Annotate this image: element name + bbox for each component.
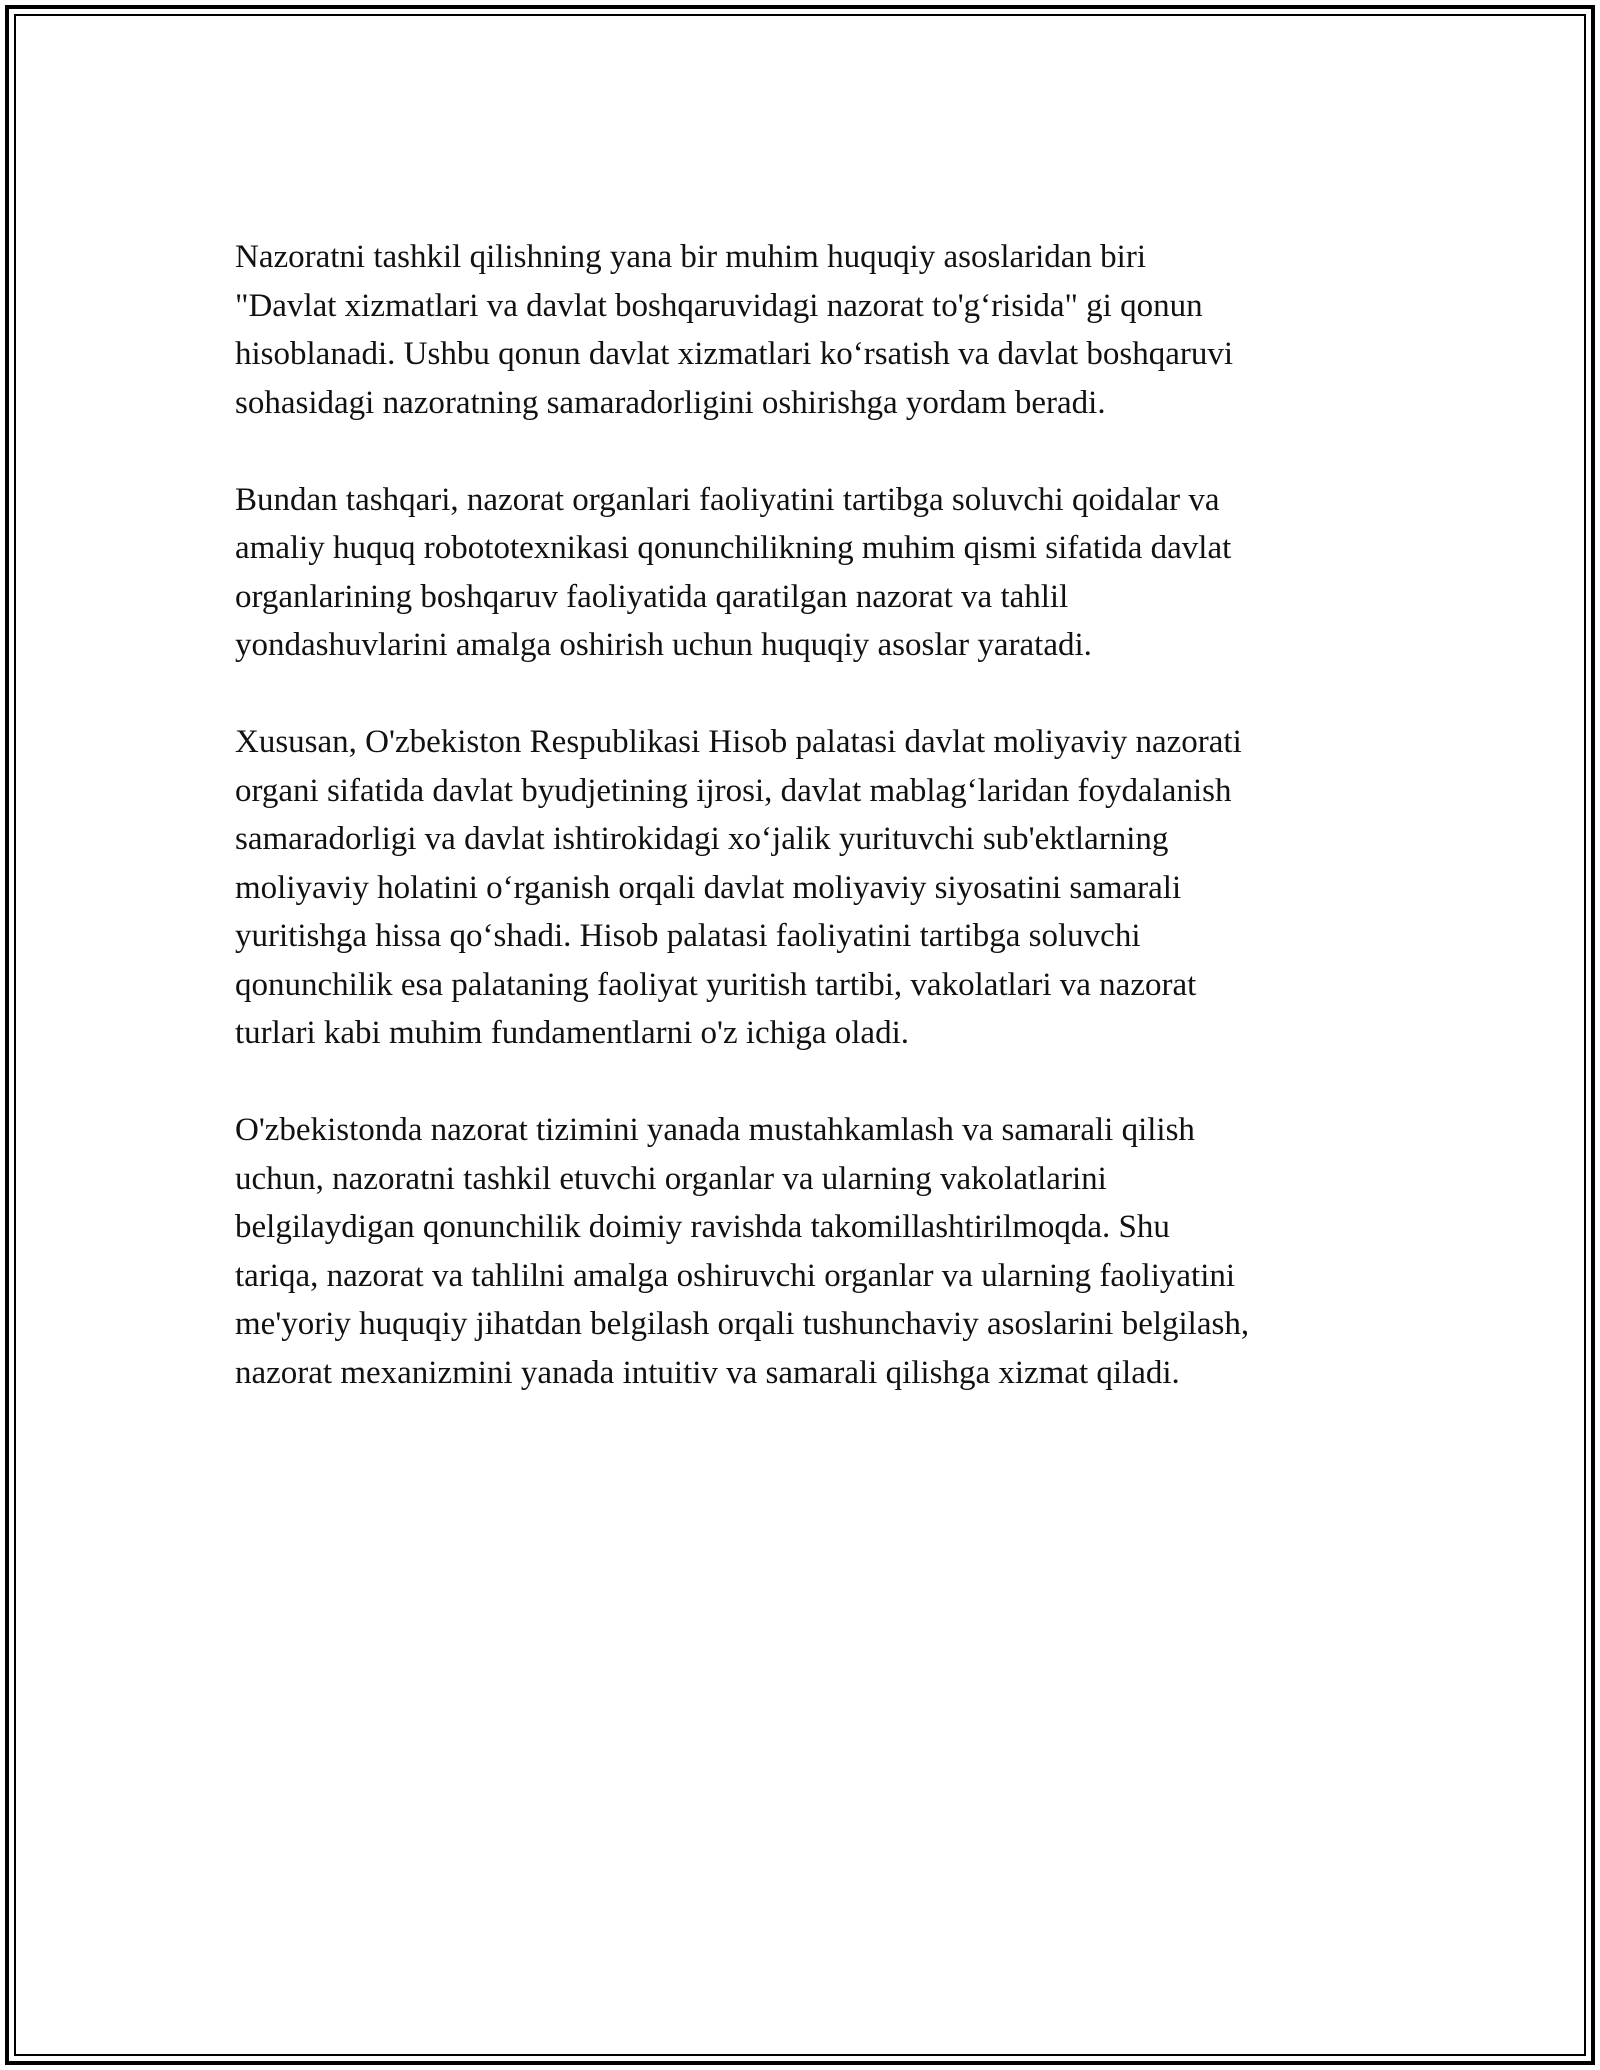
- paragraph-3: Xususan, O'zbekiston Respublikasi Hisob palatasi davlat moliyaviy nazorati organi sifatida davlat byudjetining ijrosi, davlat mablag‘laridan foydalanish samaradorligi va davlat ishtirokidagi xo‘jalik yurituvchi sub'ektlarning moliyaviy holatini o‘rganish orqali davlat moliyaviy siyosatini samarali yuritishga hissa qo‘shadi. Hisob palatasi faoliyatini tartibga soluvchi qonunchilik esa palataning faoliyat yuritish tartibi, vakolatlari va nazorat turlari kabi muhim fundamentlarni o'z ichiga oladi.: [235, 724, 1242, 1051]
- paragraph-1: Nazoratni tashkil qilishning yana bir muhim huquqiy asoslaridan biri "Davlat xizmatlari va davlat boshqaruvidagi nazorat to'g‘risida" gi qonun hisoblanadi. Ushbu qonun davlat xizmatlari ko‘rsatish va davlat boshqaruvi sohasidagi nazoratning samaradorligini oshirishga yordam beradi.: [235, 239, 1234, 421]
- paragraph-2: Bundan tashqari, nazorat organlari faoliyatini tartibga soluvchi qoidalar va amaliy huquq robototexnikasi qonunchilikning muhim qismi sifatida davlat organlarining boshqaruv faoliyatida qaratilgan nazorat va tahlil yondashuvlarini amalga oshirish uchun huquqiy asoslar yaratadi.: [235, 481, 1232, 663]
- paragraph-4: O'zbekistonda nazorat tizimini yanada mustahkamlash va samarali qilish uchun, nazoratni tashkil etuvchi organlar va ularning vakolatlarini belgilaydigan qonunchilik doimiy ravishda takomillashtirilmoqda. Shu tariqa, nazorat va tahlilni amalga oshiruvchi organlar va ularning faoliyatini me'yoriy huquqiy jihatdan belgilash orqali tushunchaviy asoslarini belgilash, nazorat mexanizmini yanada intuitiv va samarali qilishga xizmat qiladi.: [235, 1112, 1250, 1391]
- document-body: [235, 233, 1375, 1446]
